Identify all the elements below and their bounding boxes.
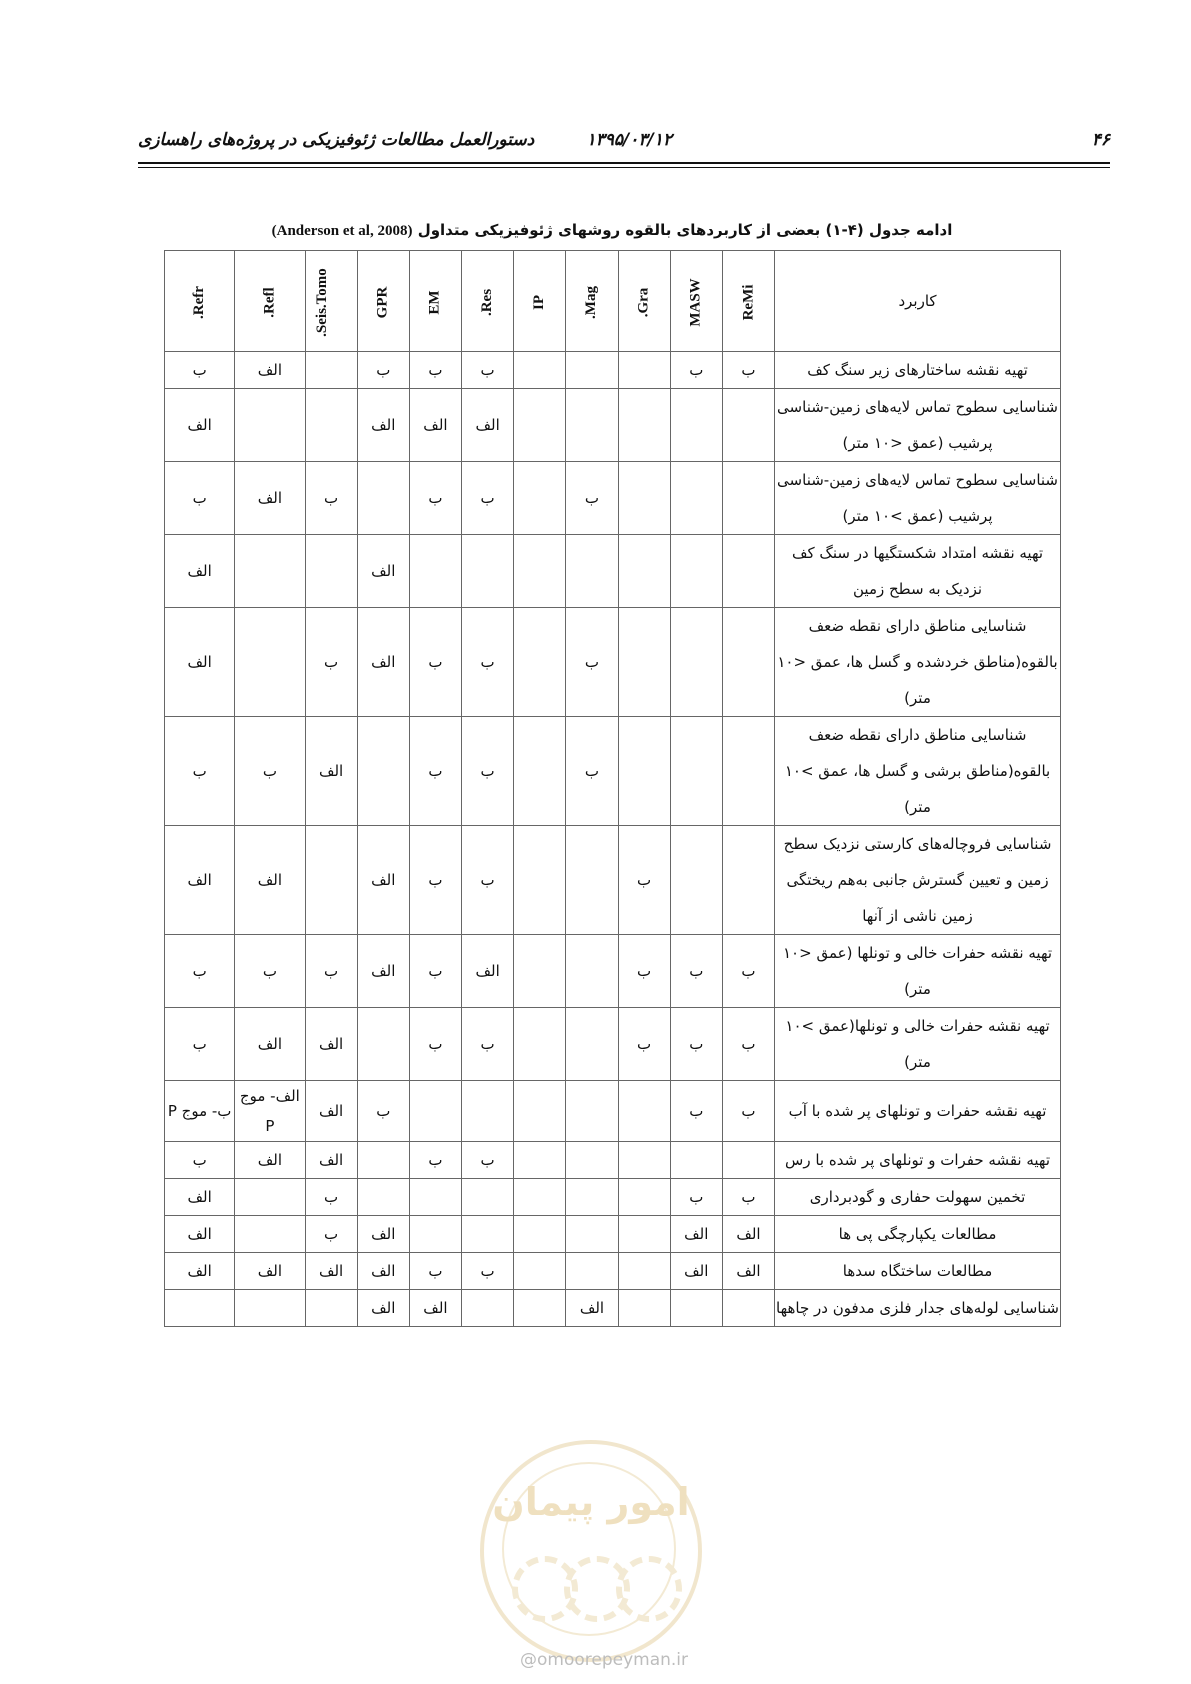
suitability-cell <box>618 1290 670 1327</box>
suitability-cell: ب <box>670 1008 722 1081</box>
suitability-cell <box>514 1081 566 1142</box>
suitability-cell: الف <box>357 935 409 1008</box>
table-row <box>165 826 1061 935</box>
suitability-cell <box>305 352 357 389</box>
suitability-cell <box>462 1216 514 1253</box>
suitability-cell: ب <box>409 1142 461 1179</box>
suitability-cell: ب <box>618 935 670 1008</box>
table-row <box>165 1290 1061 1327</box>
method-column-header <box>357 251 409 352</box>
method-column-label: Gra. <box>635 287 652 317</box>
suitability-cell <box>618 1142 670 1179</box>
suitability-cell: الف <box>357 826 409 935</box>
suitability-cell <box>514 717 566 826</box>
suitability-cell: ب <box>462 826 514 935</box>
suitability-cell <box>357 1008 409 1081</box>
suitability-cell: ب <box>462 1008 514 1081</box>
suitability-cell <box>566 826 618 935</box>
suitability-cell <box>618 1253 670 1290</box>
suitability-cell: الف <box>305 1081 357 1142</box>
suitability-cell <box>514 352 566 389</box>
method-column-label: Mag. <box>583 285 600 319</box>
application-cell: شناسایی سطوح تماس لایه‌های زمین-شناسی پرشیب (عمق <۱۰ متر) <box>775 389 1061 462</box>
suitability-cell: الف <box>357 1290 409 1327</box>
application-cell: مطالعات ساختگاه سدها <box>775 1253 1061 1290</box>
suitability-cell <box>514 535 566 608</box>
suitability-cell <box>514 1008 566 1081</box>
suitability-cell <box>566 352 618 389</box>
method-column-label: MASW <box>687 277 704 327</box>
suitability-cell: الف <box>165 389 235 462</box>
method-column-label: GPR <box>374 286 391 318</box>
suitability-cell: ب <box>165 717 235 826</box>
suitability-cell <box>514 935 566 1008</box>
header-date: ۱۳۹۵/۰۳/۱۲ <box>586 130 672 150</box>
suitability-cell: ب <box>670 935 722 1008</box>
table-row <box>165 535 1061 608</box>
header-rule-thick <box>138 162 1110 164</box>
suitability-cell: الف <box>165 535 235 608</box>
suitability-cell: الف <box>305 1142 357 1179</box>
suitability-cell <box>235 1179 305 1216</box>
table-row <box>165 1253 1061 1290</box>
suitability-cell: ب <box>305 1179 357 1216</box>
application-cell: شناسایی سطوح تماس لایه‌های زمین-شناسی پرشیب (عمق >۱۰ متر) <box>775 462 1061 535</box>
table-row <box>165 608 1061 717</box>
suitability-cell <box>514 1216 566 1253</box>
suitability-cell: الف <box>305 1253 357 1290</box>
applications-table <box>164 250 1061 1327</box>
suitability-cell: ب <box>462 717 514 826</box>
suitability-cell: الف <box>235 826 305 935</box>
suitability-cell <box>722 1290 774 1327</box>
application-cell: تهیه نقشه امتداد شکستگیها در سنگ کف نزدیک به سطح زمین <box>775 535 1061 608</box>
table-row <box>165 1179 1061 1216</box>
suitability-cell <box>165 1290 235 1327</box>
method-column-header <box>305 251 357 352</box>
suitability-cell <box>722 717 774 826</box>
suitability-cell: الف <box>165 826 235 935</box>
method-column-header <box>514 251 566 352</box>
suitability-cell <box>514 1290 566 1327</box>
suitability-cell: ب <box>409 352 461 389</box>
table-row <box>165 935 1061 1008</box>
suitability-cell: ب <box>670 352 722 389</box>
suitability-cell: ب <box>357 352 409 389</box>
method-column-label: Refl. <box>261 286 278 318</box>
application-cell: تخمین سهولت حفاری و گودبرداری <box>775 1179 1061 1216</box>
application-cell: مطالعات یکپارچگی پی ها <box>775 1216 1061 1253</box>
suitability-cell: ب <box>722 935 774 1008</box>
suitability-cell: الف <box>305 717 357 826</box>
suitability-cell <box>566 1179 618 1216</box>
suitability-cell: الف <box>357 1253 409 1290</box>
method-column-label: ReMi <box>739 284 756 320</box>
suitability-cell <box>409 535 461 608</box>
table-row <box>165 352 1061 389</box>
suitability-cell: ب <box>462 352 514 389</box>
table-caption <box>164 221 1060 240</box>
suitability-cell <box>618 717 670 826</box>
suitability-cell <box>462 1290 514 1327</box>
suitability-cell: ب <box>165 462 235 535</box>
suitability-cell <box>305 535 357 608</box>
header-title: دستورالعمل مطالعات ژئوفیزیکی در پروژه‌های راهسازی <box>138 130 535 150</box>
suitability-cell: الف <box>235 1142 305 1179</box>
suitability-cell <box>305 826 357 935</box>
suitability-cell: ب <box>462 1253 514 1290</box>
suitability-cell <box>357 1142 409 1179</box>
suitability-cell <box>566 1142 618 1179</box>
method-column-header <box>165 251 235 352</box>
page-number: ۴۶ <box>1091 130 1110 150</box>
suitability-cell <box>305 389 357 462</box>
suitability-cell <box>670 717 722 826</box>
suitability-cell <box>722 1142 774 1179</box>
method-column-label: Res. <box>479 288 496 316</box>
suitability-cell: الف <box>357 535 409 608</box>
table-header-row <box>165 251 1061 352</box>
suitability-cell <box>462 1179 514 1216</box>
method-column-header <box>462 251 514 352</box>
table-row <box>165 1216 1061 1253</box>
suitability-cell: ب <box>165 1142 235 1179</box>
suitability-cell: الف <box>165 1216 235 1253</box>
suitability-cell <box>235 389 305 462</box>
suitability-cell: الف <box>165 608 235 717</box>
method-column-header <box>618 251 670 352</box>
suitability-cell <box>357 1179 409 1216</box>
suitability-cell <box>409 1081 461 1142</box>
suitability-cell: الف <box>409 1290 461 1327</box>
suitability-cell <box>235 1216 305 1253</box>
application-cell: تهیه نقشه حفرات و تونلهای پر شده با رس <box>775 1142 1061 1179</box>
suitability-cell: الف <box>722 1253 774 1290</box>
suitability-cell <box>357 462 409 535</box>
suitability-cell: ب <box>235 717 305 826</box>
suitability-cell <box>722 826 774 935</box>
suitability-cell <box>670 826 722 935</box>
suitability-cell: ب <box>235 935 305 1008</box>
suitability-cell <box>618 1081 670 1142</box>
suitability-cell <box>357 717 409 826</box>
suitability-cell: ب <box>409 1008 461 1081</box>
suitability-cell <box>670 389 722 462</box>
suitability-cell: ب <box>722 1008 774 1081</box>
application-cell: تهیه نقشه ساختارهای زیر سنگ کف <box>775 352 1061 389</box>
suitability-cell <box>566 1081 618 1142</box>
suitability-cell <box>514 1253 566 1290</box>
suitability-cell: ب <box>357 1081 409 1142</box>
suitability-cell: الف <box>357 1216 409 1253</box>
suitability-cell <box>409 1179 461 1216</box>
suitability-cell: الف <box>165 1253 235 1290</box>
application-cell: تهیه نقشه حفرات و تونلهای پر شده با آب <box>775 1081 1061 1142</box>
suitability-cell <box>722 535 774 608</box>
application-cell: شناسایی مناطق دارای نقطه ضعف بالقوه(مناطق خردشده و گسل ها، عمق <۱۰ متر) <box>775 608 1061 717</box>
suitability-cell <box>670 1142 722 1179</box>
suitability-cell <box>514 1179 566 1216</box>
method-column-label: EM <box>426 289 443 315</box>
watermark-site: @omoorepeyman.ir <box>520 1650 689 1670</box>
method-column-header <box>670 251 722 352</box>
caption-text: ادامه جدول (۴-۱) بعضی از کاربردهای بالقوه روشهای ژئوفیزیکی متداول <box>417 221 953 239</box>
method-column-label: IP <box>531 294 548 310</box>
suitability-cell: الف <box>357 389 409 462</box>
suitability-cell: الف <box>670 1253 722 1290</box>
caption-reference: (Anderson et al, 2008) <box>271 223 413 239</box>
suitability-cell <box>618 1179 670 1216</box>
suitability-cell <box>670 608 722 717</box>
suitability-cell: ب <box>165 1008 235 1081</box>
suitability-cell: الف- موج P <box>235 1081 305 1142</box>
method-column-header <box>566 251 618 352</box>
suitability-cell <box>566 1008 618 1081</box>
suitability-cell: ب <box>305 462 357 535</box>
suitability-cell: ب <box>462 608 514 717</box>
suitability-cell: ب <box>409 608 461 717</box>
suitability-cell: ب <box>618 826 670 935</box>
suitability-cell: ب <box>566 462 618 535</box>
application-cell: شناسایی مناطق دارای نقطه ضعف بالقوه(مناطق برشی و گسل ها، عمق >۱۰ متر) <box>775 717 1061 826</box>
suitability-cell <box>235 1290 305 1327</box>
suitability-cell <box>566 389 618 462</box>
suitability-cell <box>566 1253 618 1290</box>
suitability-cell: الف <box>462 935 514 1008</box>
suitability-cell <box>235 608 305 717</box>
table-row <box>165 717 1061 826</box>
suitability-cell: ب <box>462 462 514 535</box>
method-column-header <box>722 251 774 352</box>
suitability-cell: ب <box>670 1179 722 1216</box>
suitability-cell: ب <box>305 935 357 1008</box>
suitability-cell <box>618 389 670 462</box>
suitability-cell <box>514 608 566 717</box>
suitability-cell <box>722 462 774 535</box>
suitability-cell: ب <box>722 1179 774 1216</box>
suitability-cell: ب <box>566 608 618 717</box>
suitability-cell: الف <box>165 1179 235 1216</box>
suitability-cell <box>618 462 670 535</box>
suitability-cell <box>235 535 305 608</box>
suitability-cell <box>566 935 618 1008</box>
suitability-cell <box>566 535 618 608</box>
suitability-cell: ب <box>305 608 357 717</box>
suitability-cell <box>462 535 514 608</box>
watermark-logo-text: امور پیمان <box>492 1480 690 1524</box>
table-body <box>165 352 1061 1327</box>
suitability-cell: ب <box>165 352 235 389</box>
suitability-cell: ب <box>566 717 618 826</box>
method-column-label: Seis.Tomo. <box>313 267 330 337</box>
suitability-cell: ب- موج P <box>165 1081 235 1142</box>
suitability-cell: الف <box>722 1216 774 1253</box>
suitability-cell: الف <box>235 1253 305 1290</box>
suitability-cell: الف <box>305 1008 357 1081</box>
table-row <box>165 389 1061 462</box>
suitability-cell <box>618 608 670 717</box>
suitability-cell <box>305 1290 357 1327</box>
suitability-cell <box>409 1216 461 1253</box>
method-column-label: Refr. <box>191 285 208 319</box>
table-row <box>165 462 1061 535</box>
suitability-cell: ب <box>305 1216 357 1253</box>
suitability-cell: ب <box>409 826 461 935</box>
suitability-cell <box>462 1081 514 1142</box>
table-row <box>165 1142 1061 1179</box>
suitability-cell <box>514 1142 566 1179</box>
suitability-cell: ب <box>409 717 461 826</box>
suitability-cell: ب <box>722 352 774 389</box>
watermark-seal <box>480 1440 702 1662</box>
suitability-cell <box>514 826 566 935</box>
header-rule-thin <box>138 167 1110 168</box>
application-column-header: کاربرد <box>775 251 1061 352</box>
suitability-cell <box>670 1290 722 1327</box>
suitability-cell <box>514 462 566 535</box>
suitability-cell <box>618 535 670 608</box>
suitability-cell: الف <box>235 1008 305 1081</box>
application-cell: تهیه نقشه حفرات خالی و تونلها(عمق >۱۰ متر) <box>775 1008 1061 1081</box>
table-row <box>165 1008 1061 1081</box>
suitability-cell: الف <box>409 389 461 462</box>
suitability-cell: الف <box>566 1290 618 1327</box>
suitability-cell: الف <box>357 608 409 717</box>
suitability-cell <box>566 1216 618 1253</box>
suitability-cell: ب <box>618 1008 670 1081</box>
suitability-cell: ب <box>722 1081 774 1142</box>
application-cell: شناسایی لوله‌های جدار فلزی مدفون در چاهها <box>775 1290 1061 1327</box>
suitability-cell <box>670 462 722 535</box>
suitability-cell <box>722 608 774 717</box>
suitability-cell: ب <box>409 1253 461 1290</box>
suitability-cell: الف <box>670 1216 722 1253</box>
suitability-cell <box>670 535 722 608</box>
suitability-cell: الف <box>235 352 305 389</box>
suitability-cell <box>722 389 774 462</box>
page-header <box>138 124 1110 164</box>
gear-icon <box>616 1556 682 1622</box>
table-row <box>165 1081 1061 1142</box>
suitability-cell <box>514 389 566 462</box>
suitability-cell <box>618 352 670 389</box>
suitability-cell: ب <box>409 462 461 535</box>
suitability-cell: الف <box>462 389 514 462</box>
suitability-cell: ب <box>670 1081 722 1142</box>
suitability-cell <box>618 1216 670 1253</box>
suitability-cell: الف <box>235 462 305 535</box>
suitability-cell: ب <box>165 935 235 1008</box>
method-column-header <box>409 251 461 352</box>
application-cell: شناسایی فروچاله‌های کارستی نزدیک سطح زمین و تعیین گسترش جانبی به‌هم ریختگی زمین ناشی از آنها <box>775 826 1061 935</box>
application-cell: تهیه نقشه حفرات خالی و تونلها (عمق <۱۰ متر) <box>775 935 1061 1008</box>
suitability-cell: ب <box>409 935 461 1008</box>
suitability-cell: ب <box>462 1142 514 1179</box>
